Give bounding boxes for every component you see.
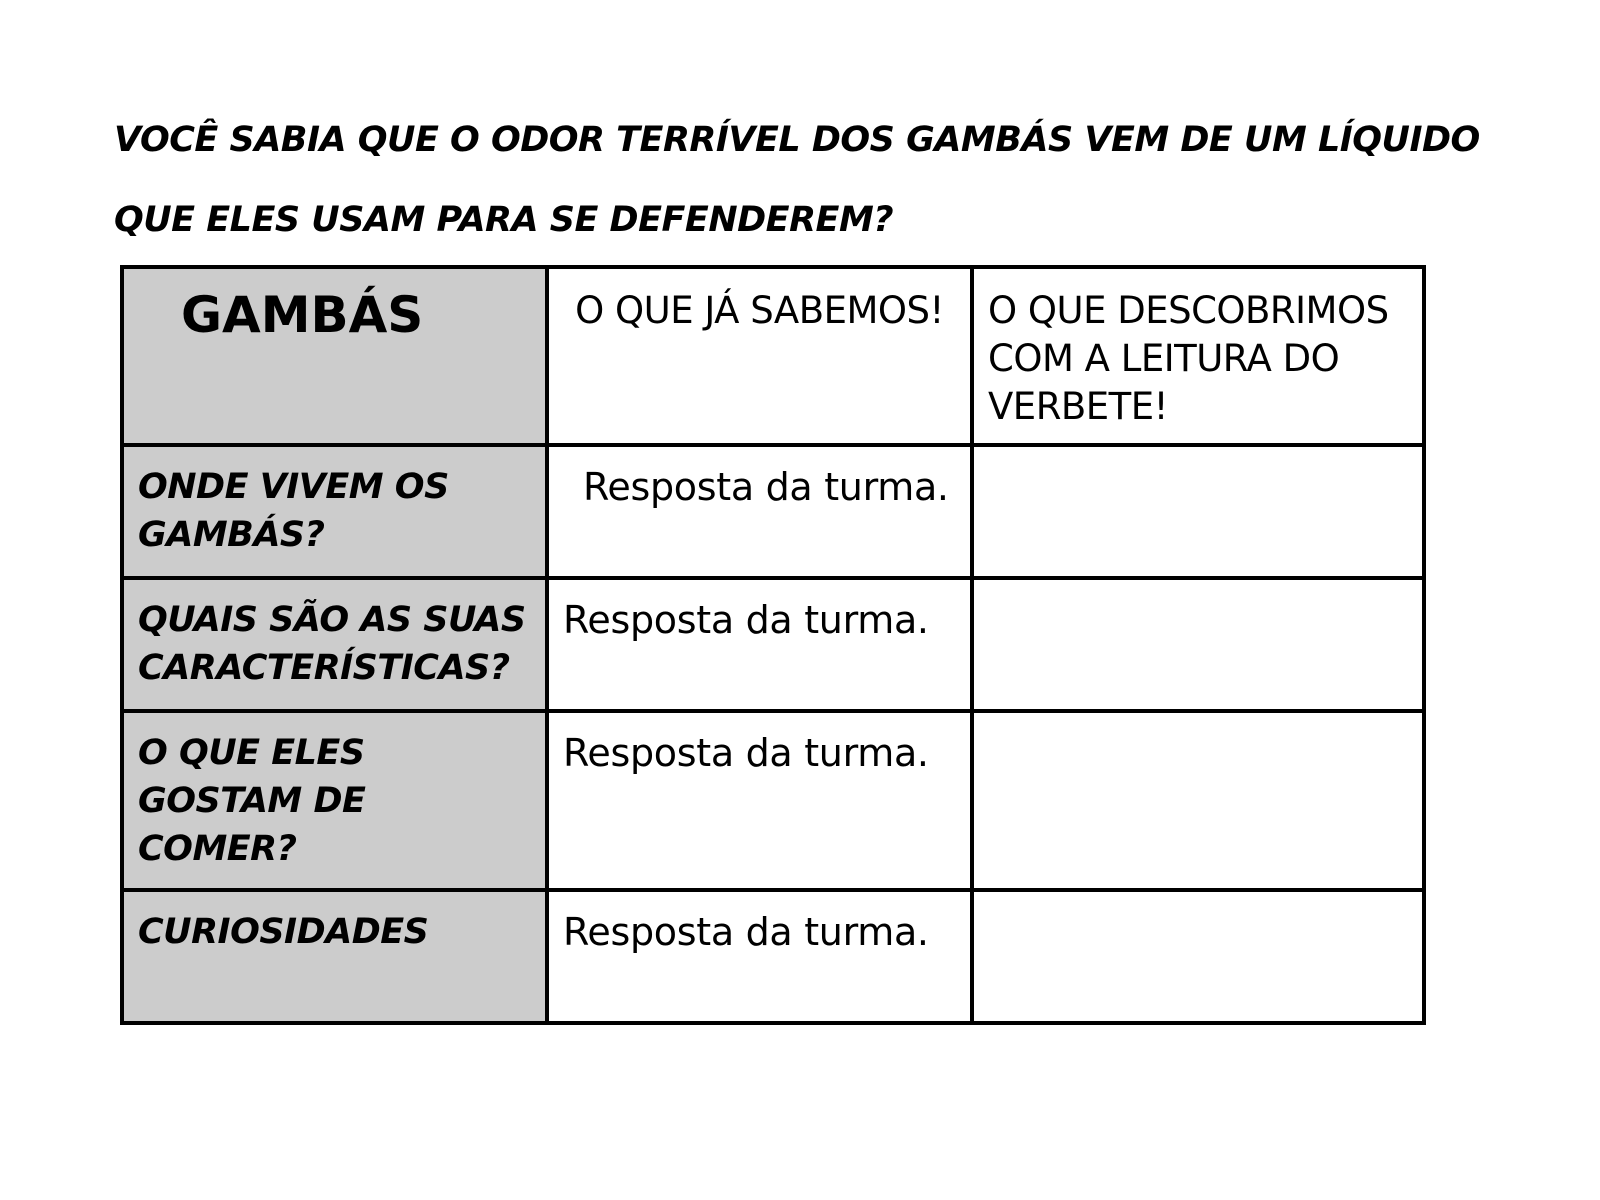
table-header-row bbox=[122, 267, 1424, 445]
discovered-answer bbox=[974, 447, 1422, 463]
header-cell-discovered bbox=[972, 267, 1424, 445]
discovered-answer-cell[interactable] bbox=[972, 890, 1424, 1023]
row-label: ONDE VIVEM OS GAMBÁS? bbox=[138, 467, 449, 555]
header-discovered: O QUE DESCOBRIMOS COM A LEITURA DO VERBETE! bbox=[988, 289, 1389, 428]
discovered-answer bbox=[974, 580, 1422, 596]
table-row bbox=[122, 445, 1424, 578]
title-cell bbox=[122, 267, 547, 445]
known-answer-cell[interactable] bbox=[547, 711, 972, 890]
row-label-cell bbox=[122, 890, 547, 1023]
known-answer: Resposta da turma. bbox=[563, 910, 929, 954]
known-answer: Resposta da turma. bbox=[563, 598, 929, 642]
discovered-answer-cell[interactable] bbox=[972, 578, 1424, 711]
row-label: CURIOSIDADES bbox=[138, 912, 429, 952]
question-line-1: VOCÊ SABIA QUE O ODOR TERRÍVEL DOS GAMBÁS VEM DE UM LÍQUIDO bbox=[114, 120, 1480, 160]
table-title: GAMBÁS bbox=[181, 286, 424, 344]
row-label-cell bbox=[122, 578, 547, 711]
question-line-2: QUE ELES USAM PARA SE DEFENDEREM? bbox=[114, 200, 894, 240]
known-answer-cell[interactable] bbox=[547, 445, 972, 578]
row-label: O QUE ELES GOSTAM DE COMER? bbox=[138, 733, 366, 869]
row-label-cell bbox=[122, 711, 547, 890]
known-answer: Resposta da turma. bbox=[563, 731, 929, 775]
known-answer-cell[interactable] bbox=[547, 578, 972, 711]
table-row bbox=[122, 711, 1424, 890]
question-heading bbox=[114, 100, 1514, 260]
table-row bbox=[122, 890, 1424, 1023]
row-label: QUAIS SÃO AS SUAS CARACTERÍSTICAS? bbox=[138, 600, 526, 688]
discovered-answer bbox=[974, 892, 1422, 908]
header-cell-known bbox=[547, 267, 972, 445]
discovered-answer-cell[interactable] bbox=[972, 711, 1424, 890]
known-answer-cell[interactable] bbox=[547, 890, 972, 1023]
discovered-answer bbox=[974, 713, 1422, 729]
discovered-answer-cell[interactable] bbox=[972, 445, 1424, 578]
table-row bbox=[122, 578, 1424, 711]
header-known: O QUE JÁ SABEMOS! bbox=[575, 289, 944, 332]
worksheet-table bbox=[120, 265, 1426, 1025]
known-answer: Resposta da turma. bbox=[583, 465, 949, 509]
row-label-cell bbox=[122, 445, 547, 578]
